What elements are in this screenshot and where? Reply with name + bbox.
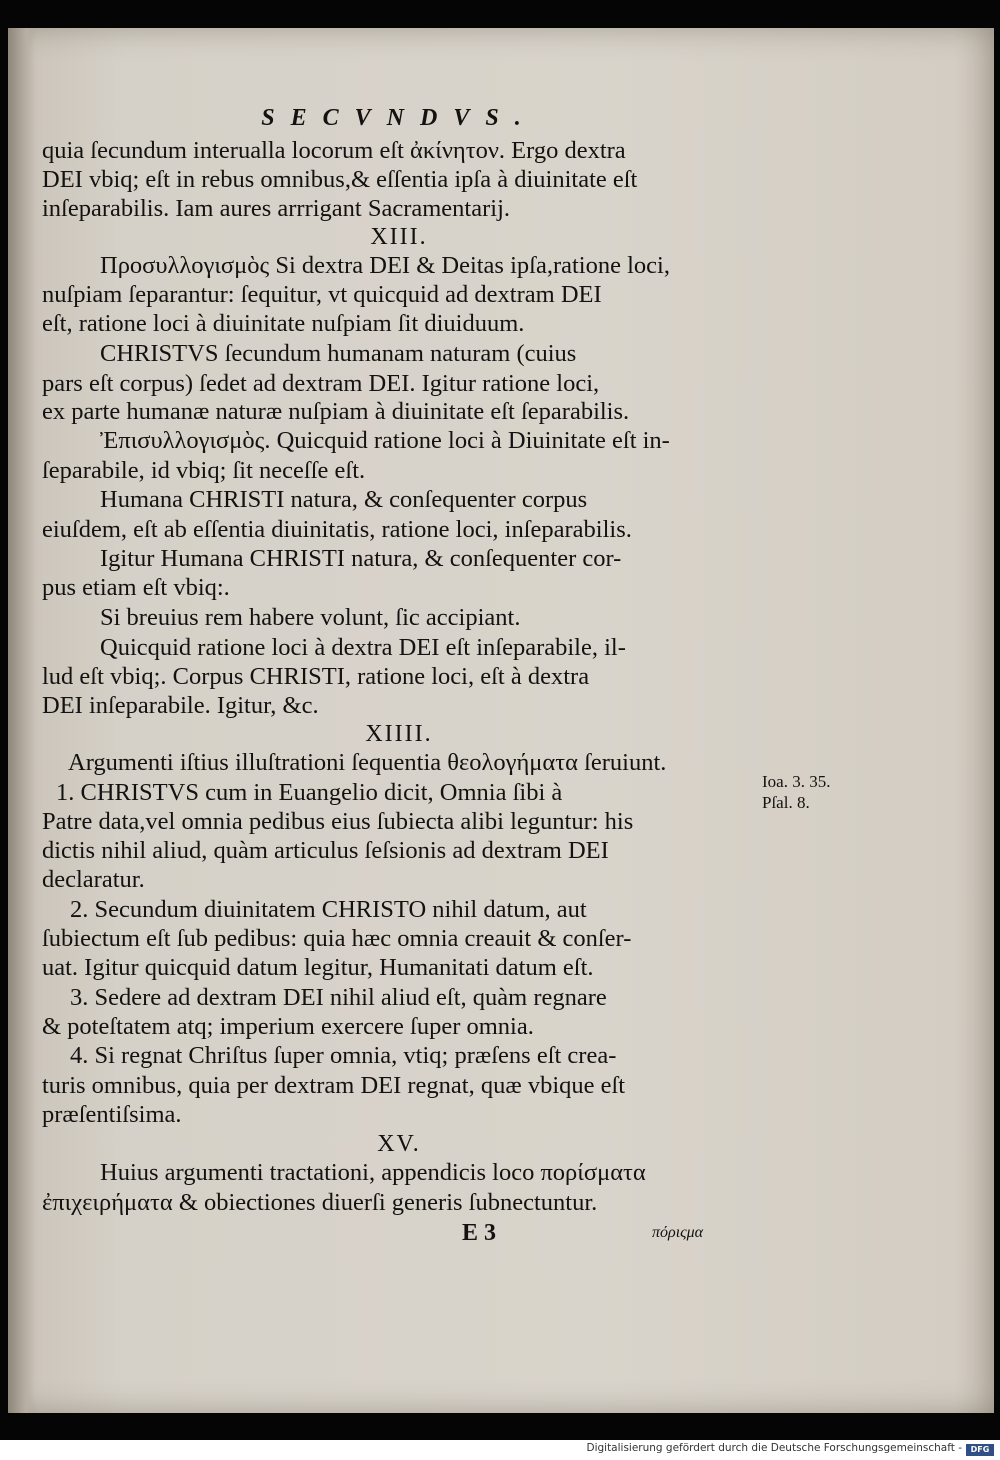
page-gutter-shadow [8, 28, 34, 1413]
section-heading-xiiii: XIIII. [365, 721, 433, 747]
text-line-9: pars eſt corpus) ſedet ad dextram DEI. Igitur ratione loci, [42, 370, 600, 397]
text-line-8: CHRISTVS ſecundum humanam naturam (cuius [100, 340, 577, 367]
dfg-logo: DFG [966, 1444, 994, 1456]
text-line-34: præſentiſsima. [42, 1101, 182, 1128]
text-line-6: nuſpiam ſeparantur: ſequitur, vt quicquid ad dextram DEI [42, 281, 602, 308]
text-line-13: Humana CHRISTI natura, & conſequenter corpus [100, 486, 588, 513]
catchword: πόριςμα [652, 1224, 704, 1241]
text-line-16: pus etiam eſt vbiq:. [42, 574, 230, 601]
text-line-20: DEI inſeparabile. Igitur, &c. [42, 692, 319, 719]
text-line-14: eiuſdem, eſt ab eſſentia diuinitatis, ratione loci, inſeparabilis. [42, 516, 632, 543]
text-line-26: declaratur. [42, 866, 145, 893]
text-line-28: ſubiectum eſt ſub pedibus: quia hæc omnia creauit & conſer- [42, 925, 632, 952]
text-line-2: DEI vbiq; eſt in rebus omnibus,& eſſentia ipſa à diuinitate eſt [42, 166, 638, 193]
text-line-24: Patre data,vel omnia pedibus eius ſubiecta alibi leguntur: his [42, 808, 634, 835]
text-line-36: Huius argumenti tractationi, appendicis loco πορίσματα [100, 1159, 646, 1186]
text-line-37: ἐπιχειρήματα & obiectiones diuerſi generis ſubnectuntur. [42, 1189, 598, 1216]
text-line-25: dictis nihil aliud, quàm articulus ſeſsionis ad dextram DEI [42, 837, 609, 864]
footer-credit-text: Digitalisierung gefördert durch die Deutsche Forschungsgemeinschaft - [586, 1442, 962, 1454]
text-line-31: & poteſtatem atq; imperium exercere ſuper omnia. [42, 1013, 534, 1040]
text-line-1: quia ſecundum interualla locorum eſt ἀκίνητον. Ergo dextra [42, 137, 626, 164]
text-line-7: eſt, ratione loci à diuinitate nuſpiam ſit diuiduum. [42, 310, 525, 337]
running-head: SECVNDVS. [261, 105, 537, 131]
text-line-32: 4. Si regnat Chriſtus ſuper omnia, vtiq; præſens eſt crea- [70, 1042, 617, 1069]
text-line-10: ex parte humanæ naturæ nuſpiam à diuinitate eſt ſeparabilis. [42, 398, 630, 425]
text-line-11: Ἐπισυλλογισμὸς. Quicquid ratione loci à Diuinitate eſt in- [100, 427, 670, 454]
text-line-27: 2. Secundum diuinitatem CHRISTO nihil datum, aut [70, 896, 587, 923]
text-line-18: Quicquid ratione loci à dextra DEI eſt inſeparabile, il- [100, 634, 626, 661]
text-line-3: inſeparabilis. Iam aures arrrigant Sacramentarij. [42, 195, 511, 222]
section-heading-xv: XV. [377, 1131, 421, 1157]
text-line-19: lud eſt vbiq;. Corpus CHRISTI, ratione loci, eſt à dextra [42, 663, 590, 690]
text-line-15: Igitur Humana CHRISTI natura, & conſequenter cor- [100, 545, 622, 572]
text-line-33: turis omnibus, quia per dextram DEI regnat, quæ vbique eſt [42, 1072, 626, 1099]
text-line-12: ſeparabile, id vbiq; ſit neceſſe eſt. [42, 457, 366, 484]
text-line-29: uat. Igitur quicquid datum legitur, Humanitati datum eſt. [42, 954, 594, 981]
margin-note-ioa: Ioa. 3. 35. [762, 772, 831, 791]
text-line-17: Si breuius rem habere volunt, ſic accipiant. [100, 604, 521, 631]
section-heading-xiii: XIII. [370, 224, 428, 250]
text-line-30: 3. Sedere ad dextram DEI nihil aliud eſt, quàm regnare [70, 984, 607, 1011]
margin-note-psal: Pſal. 8. [762, 793, 810, 812]
text-line-22: Argumenti iſtius illuſtrationi ſequentia θεολογήματα ſeruiunt. [68, 749, 667, 776]
footer-bar [0, 1440, 1000, 1460]
text-line-23: 1. CHRISTVS cum in Euangelio dicit, Omnia ſibi à [56, 779, 563, 806]
text-line-5: Προσυλλογισμὸς Si dextra DEI & Deitas ipſa,ratione loci, [100, 252, 670, 279]
signature-mark: E 3 [462, 1220, 497, 1246]
